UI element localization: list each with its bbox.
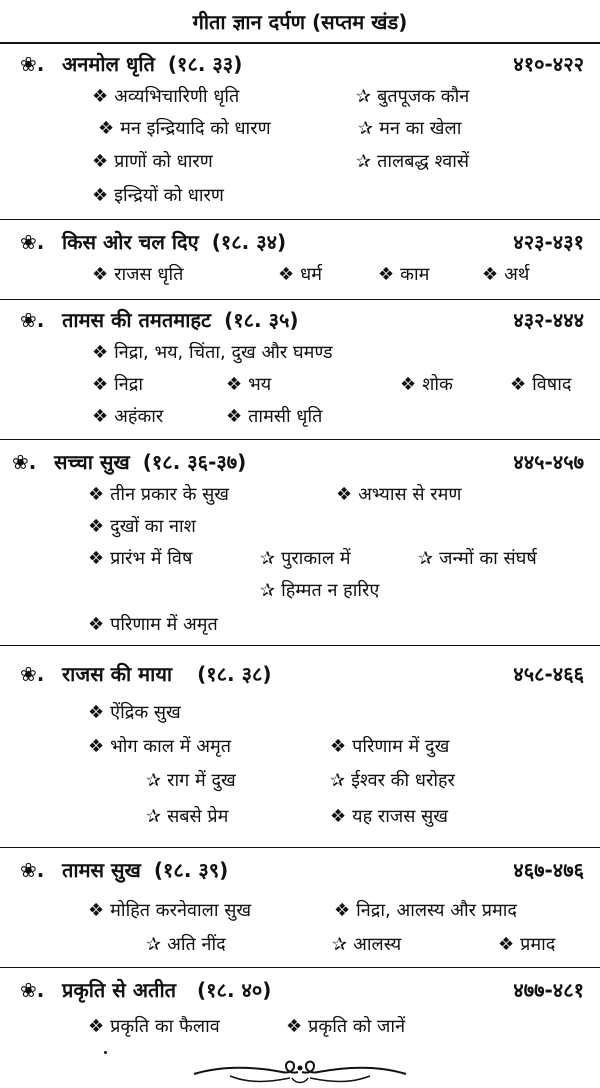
four-petal-diamond-icon: ❖ xyxy=(88,900,105,921)
section-divider xyxy=(0,299,600,300)
outlined-star-icon: ✰ xyxy=(358,118,374,139)
four-petal-diamond-icon: ❖ xyxy=(336,484,353,505)
list-item xyxy=(88,902,251,920)
outlined-star-icon: ✰ xyxy=(260,548,276,569)
list-item xyxy=(92,266,183,284)
list-item xyxy=(92,88,239,106)
section-heading xyxy=(0,444,600,476)
flower-icon: ❀. xyxy=(20,230,45,254)
item-text: परिणाम में दुख xyxy=(352,736,450,757)
four-petal-diamond-icon: ❖ xyxy=(92,406,109,427)
four-petal-diamond-icon: ❖ xyxy=(88,516,105,537)
stray-dot xyxy=(104,1051,107,1054)
four-petal-diamond-icon: ❖ xyxy=(278,264,295,285)
section-title-text: राजस की माया xyxy=(62,662,173,686)
four-petal-diamond-icon: ❖ xyxy=(334,900,351,921)
item-text: निद्रा, भय, चिंता, दुख और घमण्ड xyxy=(114,342,333,363)
section-heading xyxy=(0,656,600,688)
section-reference: (१८. ३५) xyxy=(224,308,299,332)
item-text: अर्थ xyxy=(504,264,530,285)
flower-icon: ❀. xyxy=(20,662,45,686)
section-page-range: ४४५-४५७ xyxy=(513,450,584,474)
section-page-range: ४५८-४६६ xyxy=(513,662,584,686)
item-text: जन्मों का संघर्ष xyxy=(439,548,537,569)
section-title xyxy=(62,310,299,330)
outlined-star-icon: ✰ xyxy=(356,151,372,172)
item-text: तालबद्ध श्वासें xyxy=(377,151,470,172)
section-page-range: ४६७-४७६ xyxy=(513,858,584,882)
item-text: ऐंद्रिक सुख xyxy=(110,702,181,723)
four-petal-diamond-icon: ❖ xyxy=(92,86,109,107)
list-item xyxy=(378,266,429,284)
section-tamas-sukh xyxy=(0,852,600,964)
section-reference: (१८. ३९) xyxy=(153,858,229,882)
page-header xyxy=(0,0,600,44)
item-text: शोक xyxy=(422,374,453,395)
four-petal-diamond-icon: ❖ xyxy=(88,702,105,723)
section-title-text: सच्चा सुख xyxy=(54,450,130,474)
section-heading xyxy=(0,972,600,1004)
section-anmol-dhriti xyxy=(0,50,600,218)
section-heading xyxy=(0,852,600,884)
list-item xyxy=(98,120,271,138)
section-title xyxy=(62,664,272,684)
section-divider xyxy=(0,645,600,646)
section-title xyxy=(62,980,271,1000)
section-tamas-ki-tamtamahat xyxy=(0,304,600,434)
list-item xyxy=(88,738,231,756)
section-divider xyxy=(0,967,600,968)
item-text: इन्द्रियों को धारण xyxy=(114,185,224,206)
item-text: दुखों का नाश xyxy=(110,516,196,537)
four-petal-diamond-icon: ❖ xyxy=(88,484,105,505)
section-title xyxy=(54,452,246,472)
list-item xyxy=(88,616,218,634)
item-text: भोग काल में अमृत xyxy=(110,736,231,757)
list-item xyxy=(330,808,448,826)
item-text: तामसी धृति xyxy=(248,406,323,427)
item-text: विषाद xyxy=(532,374,572,395)
section-page-range: ४७७-४८१ xyxy=(513,978,584,1002)
list-item xyxy=(146,936,226,954)
item-text: मोहित करनेवाला सुख xyxy=(110,900,252,921)
list-item xyxy=(88,1018,220,1036)
item-text: धर्म xyxy=(300,264,322,285)
item-text: ईश्वर की धरोहर xyxy=(351,770,455,791)
list-item xyxy=(482,266,529,284)
section-title-text: तामस सुख xyxy=(62,858,141,882)
section-prakriti-se-ateet xyxy=(0,972,600,1046)
section-title xyxy=(62,54,242,74)
list-item xyxy=(356,88,469,106)
list-item xyxy=(286,1018,405,1036)
list-item xyxy=(92,376,143,394)
outlined-star-icon: ✰ xyxy=(260,580,276,601)
item-text: प्रारंभ में विष xyxy=(110,548,193,569)
item-text: अहंकार xyxy=(114,406,164,427)
header-divider xyxy=(0,42,600,44)
item-text: हिम्मत न हारिए xyxy=(281,580,380,601)
section-title-text: अनमोल धृति xyxy=(62,52,155,76)
list-item xyxy=(332,936,401,954)
item-text: मन का खेला xyxy=(379,118,462,139)
list-item xyxy=(260,550,351,568)
list-item xyxy=(330,772,455,790)
item-text: अति नींद xyxy=(167,934,226,955)
section-reference: (१८. ३४) xyxy=(211,230,287,254)
four-petal-diamond-icon: ❖ xyxy=(330,736,347,757)
section-title-text: किस ओर चल दिए xyxy=(62,230,199,254)
section-title-text: प्रकृति से अतीत xyxy=(62,978,177,1002)
outlined-star-icon: ✰ xyxy=(418,548,434,569)
flower-icon: ❀. xyxy=(20,858,45,882)
list-item xyxy=(334,902,517,920)
item-text: बुतपूजक कौन xyxy=(377,86,470,107)
section-heading xyxy=(0,226,600,258)
section-divider xyxy=(0,439,600,440)
list-item xyxy=(498,936,555,954)
section-rajas-ki-maya xyxy=(0,656,600,846)
item-text: अभ्यास से रमण xyxy=(358,484,462,505)
outlined-star-icon: ✰ xyxy=(330,770,346,791)
four-petal-diamond-icon: ❖ xyxy=(88,548,105,569)
section-reference: (१८. ३३) xyxy=(167,52,243,76)
four-petal-diamond-icon: ❖ xyxy=(92,185,109,206)
four-petal-diamond-icon: ❖ xyxy=(378,264,395,285)
item-text: प्राणों को धारण xyxy=(114,151,213,172)
item-text: परिणाम में अमृत xyxy=(110,614,218,635)
list-item xyxy=(226,408,322,426)
list-item xyxy=(88,486,229,504)
four-petal-diamond-icon: ❖ xyxy=(92,374,109,395)
section-title xyxy=(62,860,228,880)
item-text: राजस धृति xyxy=(114,264,184,285)
item-text: यह राजस सुख xyxy=(352,806,449,827)
four-petal-diamond-icon: ❖ xyxy=(92,342,109,363)
item-text: राग में दुख xyxy=(167,770,236,791)
four-petal-diamond-icon: ❖ xyxy=(510,374,527,395)
item-text: प्रकृति का फैलाव xyxy=(110,1016,220,1037)
flower-icon: ❀. xyxy=(20,308,45,332)
section-heading xyxy=(0,50,600,82)
item-text: निद्रा xyxy=(114,374,144,395)
list-item xyxy=(146,808,228,826)
item-text: तीन प्रकार के सुख xyxy=(110,484,230,505)
list-item xyxy=(92,153,213,171)
list-item xyxy=(226,376,271,394)
section-sachcha-sukh xyxy=(0,444,600,644)
outlined-star-icon: ✰ xyxy=(146,770,162,791)
list-item xyxy=(146,772,236,790)
list-item xyxy=(330,738,449,756)
outlined-star-icon: ✰ xyxy=(146,934,162,955)
list-item xyxy=(92,408,163,426)
list-item xyxy=(92,344,333,362)
four-petal-diamond-icon: ❖ xyxy=(226,374,243,395)
list-item xyxy=(356,153,469,171)
list-item xyxy=(510,376,571,394)
four-petal-diamond-icon: ❖ xyxy=(400,374,417,395)
four-petal-diamond-icon: ❖ xyxy=(330,806,347,827)
item-text: भय xyxy=(248,374,272,395)
section-page-range: ४२३-४३१ xyxy=(513,230,584,254)
outlined-star-icon: ✰ xyxy=(146,806,162,827)
list-item xyxy=(260,582,379,600)
item-text: सबसे प्रेम xyxy=(167,806,229,827)
four-petal-diamond-icon: ❖ xyxy=(88,1016,105,1037)
four-petal-diamond-icon: ❖ xyxy=(498,934,515,955)
section-kis-or-chal-diye xyxy=(0,226,600,296)
four-petal-diamond-icon: ❖ xyxy=(226,406,243,427)
list-item xyxy=(88,704,181,722)
list-item xyxy=(92,187,224,205)
section-page-range: ४३२-४४४ xyxy=(513,308,584,332)
list-item xyxy=(278,266,322,284)
section-page-range: ४१०-४२२ xyxy=(513,52,584,76)
list-item xyxy=(358,120,461,138)
outlined-star-icon: ✰ xyxy=(332,934,348,955)
four-petal-diamond-icon: ❖ xyxy=(286,1016,303,1037)
list-item xyxy=(418,550,537,568)
section-divider xyxy=(0,847,600,848)
section-heading xyxy=(0,304,600,336)
four-petal-diamond-icon: ❖ xyxy=(92,151,109,172)
section-reference: (१८. ४०) xyxy=(197,978,272,1002)
flower-icon: ❀. xyxy=(20,978,45,1002)
four-petal-diamond-icon: ❖ xyxy=(98,118,115,139)
item-text: प्रकृति को जानें xyxy=(308,1016,406,1037)
item-text: काम xyxy=(400,264,430,285)
section-title-text: तामस की तमतमाहट xyxy=(62,308,212,332)
flower-icon: ❀. xyxy=(20,52,45,76)
item-text: प्रमाद xyxy=(520,934,556,955)
list-item xyxy=(88,550,192,568)
four-petal-diamond-icon: ❖ xyxy=(92,264,109,285)
section-reference: (१८. ३८) xyxy=(197,662,272,686)
flower-icon: ❀. xyxy=(12,450,37,474)
outlined-star-icon: ✰ xyxy=(356,86,372,107)
decorative-flourish-icon xyxy=(190,1052,410,1086)
item-text: आलस्य xyxy=(353,934,402,955)
section-reference: (१८. ३६-३७) xyxy=(142,450,247,474)
item-text: मन इन्द्रियादि को धारण xyxy=(120,118,271,139)
item-text: निद्रा, आलस्य और प्रमाद xyxy=(356,900,517,921)
four-petal-diamond-icon: ❖ xyxy=(88,614,105,635)
item-text: अव्यभिचारिणी धृति xyxy=(114,86,240,107)
section-title xyxy=(62,232,286,252)
list-item xyxy=(88,518,196,536)
list-item xyxy=(336,486,461,504)
four-petal-diamond-icon: ❖ xyxy=(88,736,105,757)
four-petal-diamond-icon: ❖ xyxy=(482,264,499,285)
item-text: पुराकाल में xyxy=(281,548,351,569)
section-divider xyxy=(0,219,600,220)
page-title: गीता ज्ञान दर्पण (सप्तम खंड) xyxy=(192,10,408,34)
list-item xyxy=(400,376,453,394)
